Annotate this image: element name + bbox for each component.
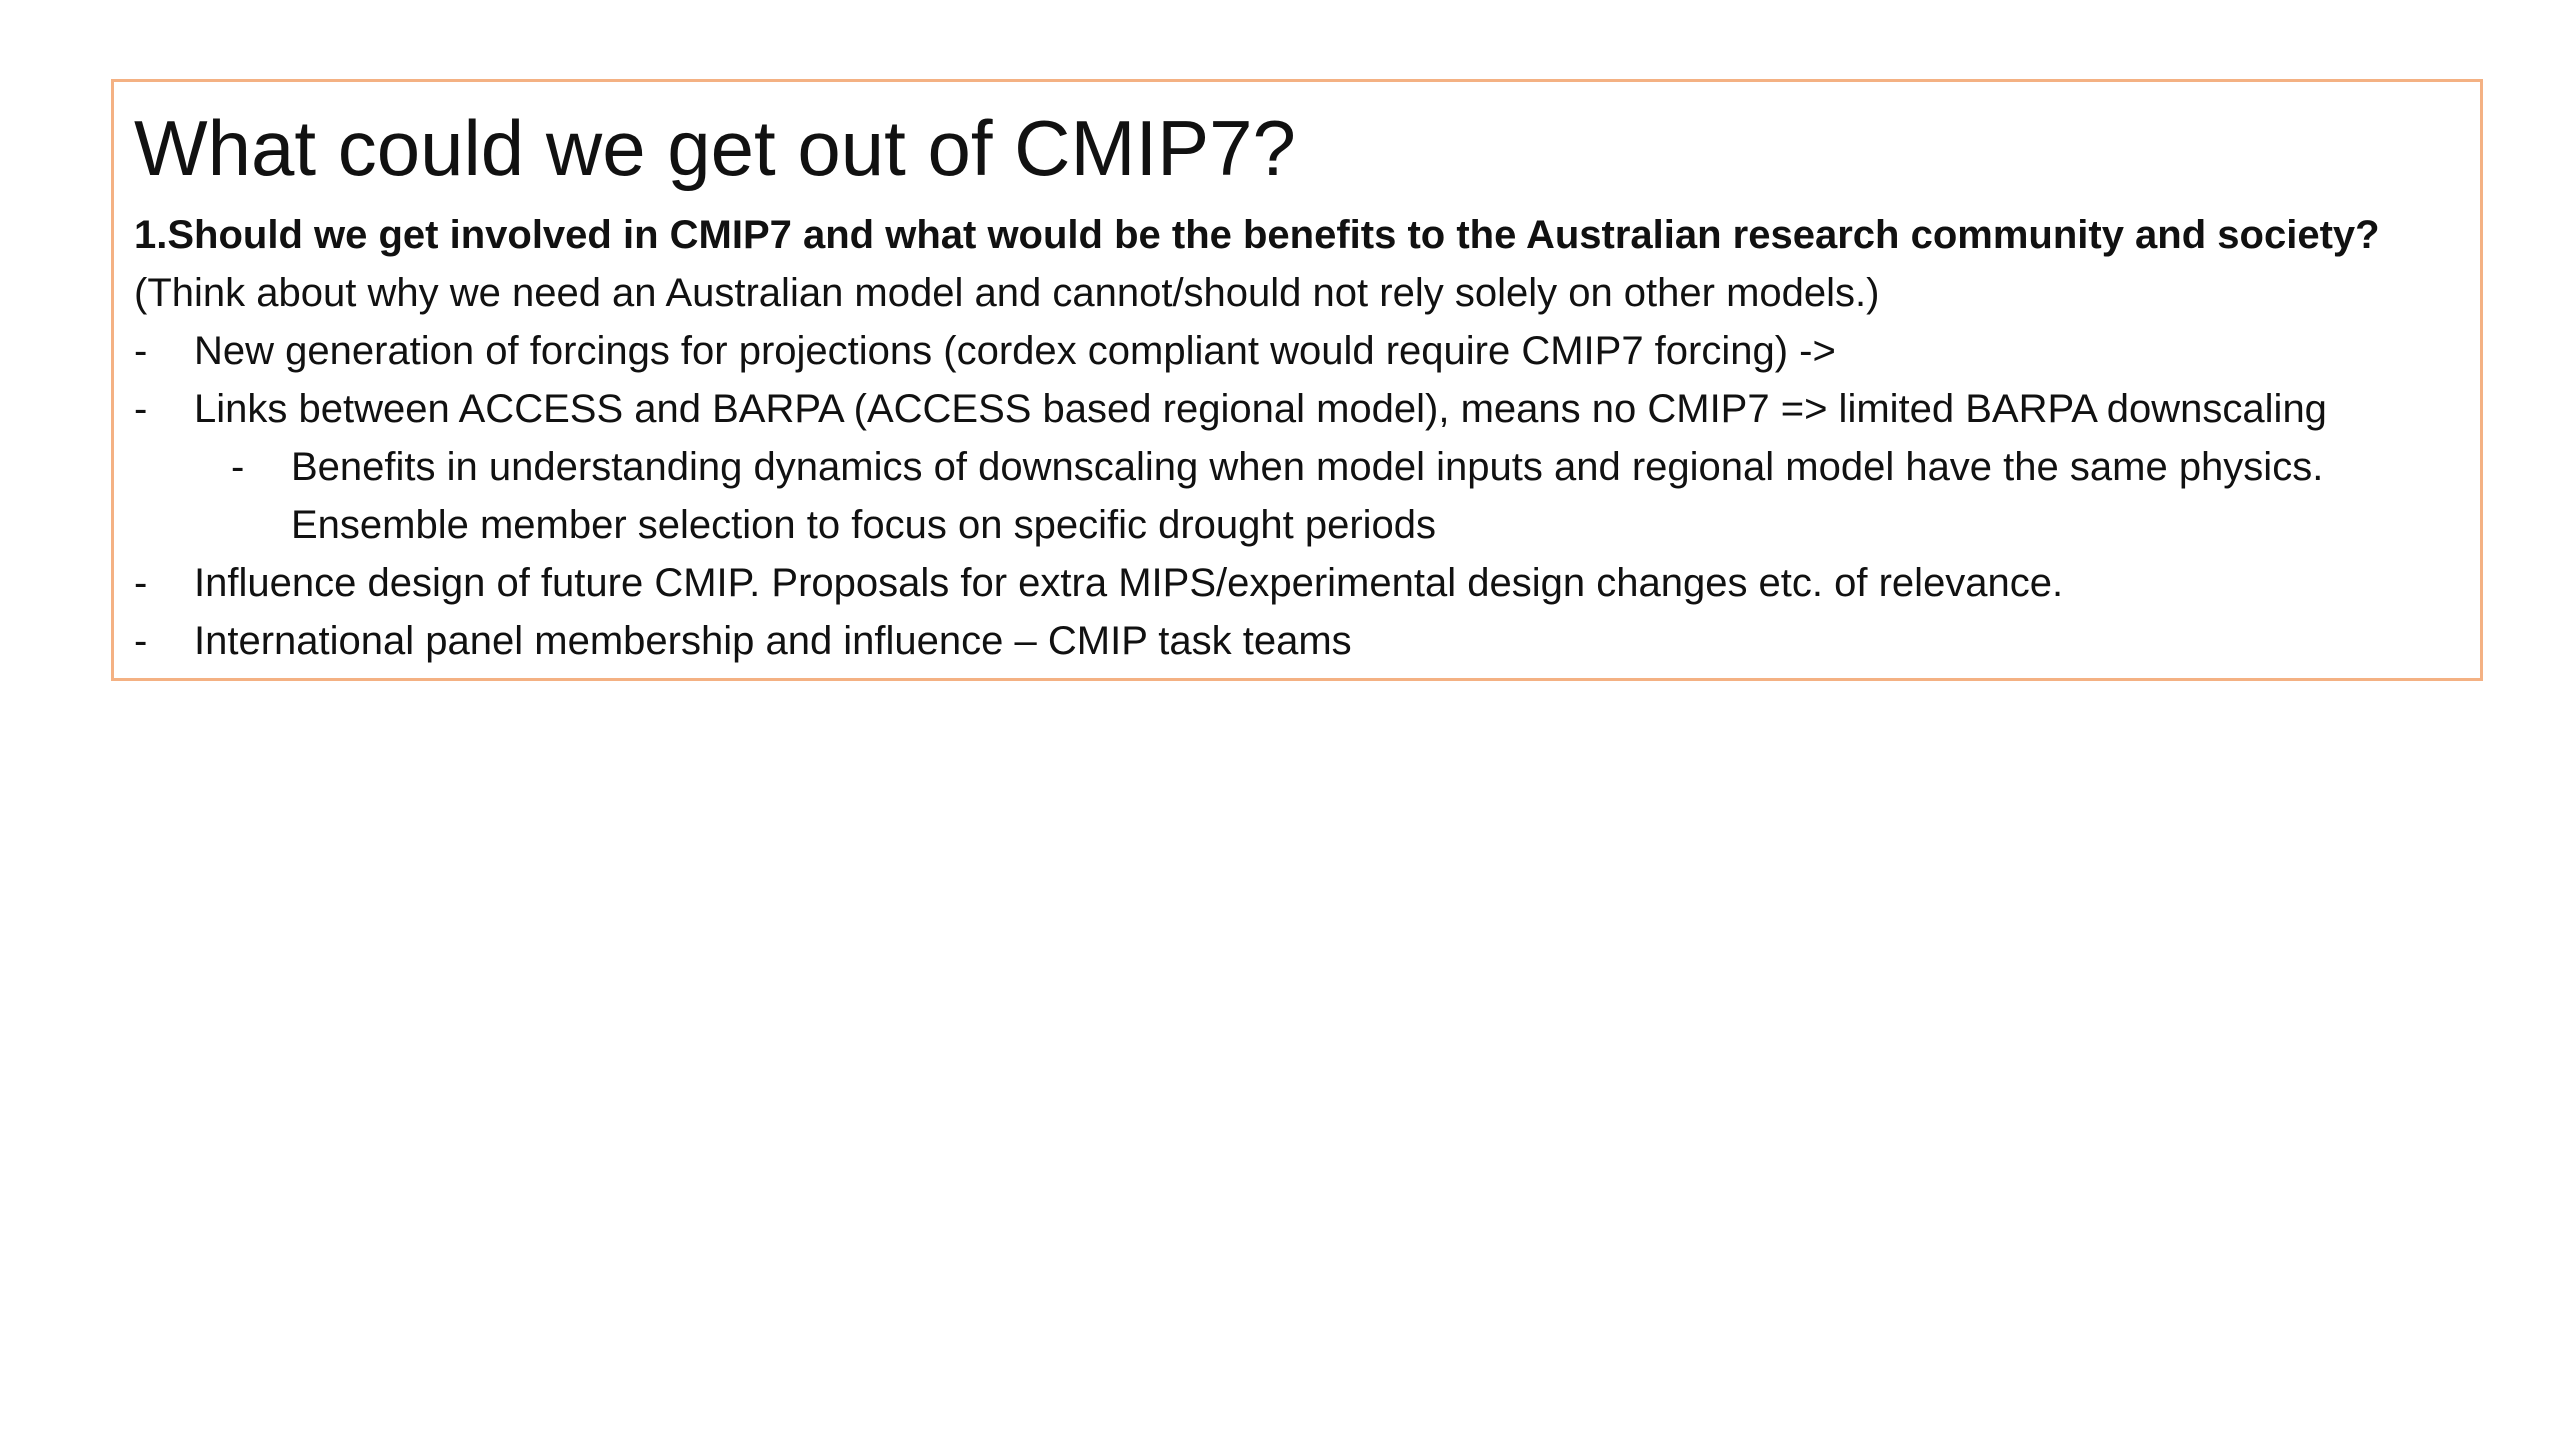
bullet-text: Benefits in understanding dynamics of downscaling when model inputs and regional model have the same physics. Ensemble member selection to focus on specific drought periods — [291, 445, 2324, 547]
slide-content-box — [111, 79, 2483, 681]
bullet-item — [134, 554, 2460, 612]
bullet-dash: - — [134, 619, 148, 663]
bullet-text: International panel membership and influence – CMIP task teams — [194, 619, 1352, 663]
bullet-dash: - — [134, 561, 148, 605]
bullet-item — [134, 612, 2460, 670]
bullet-dash: - — [134, 329, 148, 373]
bullet-text: New generation of forcings for projections (cordex compliant would require CMIP7 forcing) -> — [194, 329, 1836, 373]
question-bold-text: 1.Should we get involved in CMIP7 and what would be the benefits to the Australian research community and society? — [134, 213, 2380, 257]
bullet-dash: - — [231, 445, 245, 489]
question-paragraph — [134, 206, 2460, 322]
bullet-item — [134, 322, 2460, 380]
bullet-dash: - — [134, 387, 148, 431]
bullet-text: Influence design of future CMIP. Proposals for extra MIPS/experimental design changes etc. of relevance. — [194, 561, 2064, 605]
bullet-text: Links between ACCESS and BARPA (ACCESS based regional model), means no CMIP7 => limited BARPA downscaling — [194, 387, 2327, 431]
bullet-item — [134, 380, 2460, 438]
sub-bullet-item — [134, 438, 2460, 554]
bullet-list — [134, 322, 2460, 670]
question-note-text: (Think about why we need an Australian model and cannot/should not rely solely on other models.) — [134, 271, 1880, 315]
slide-title: What could we get out of CMIP7? — [134, 104, 1296, 192]
